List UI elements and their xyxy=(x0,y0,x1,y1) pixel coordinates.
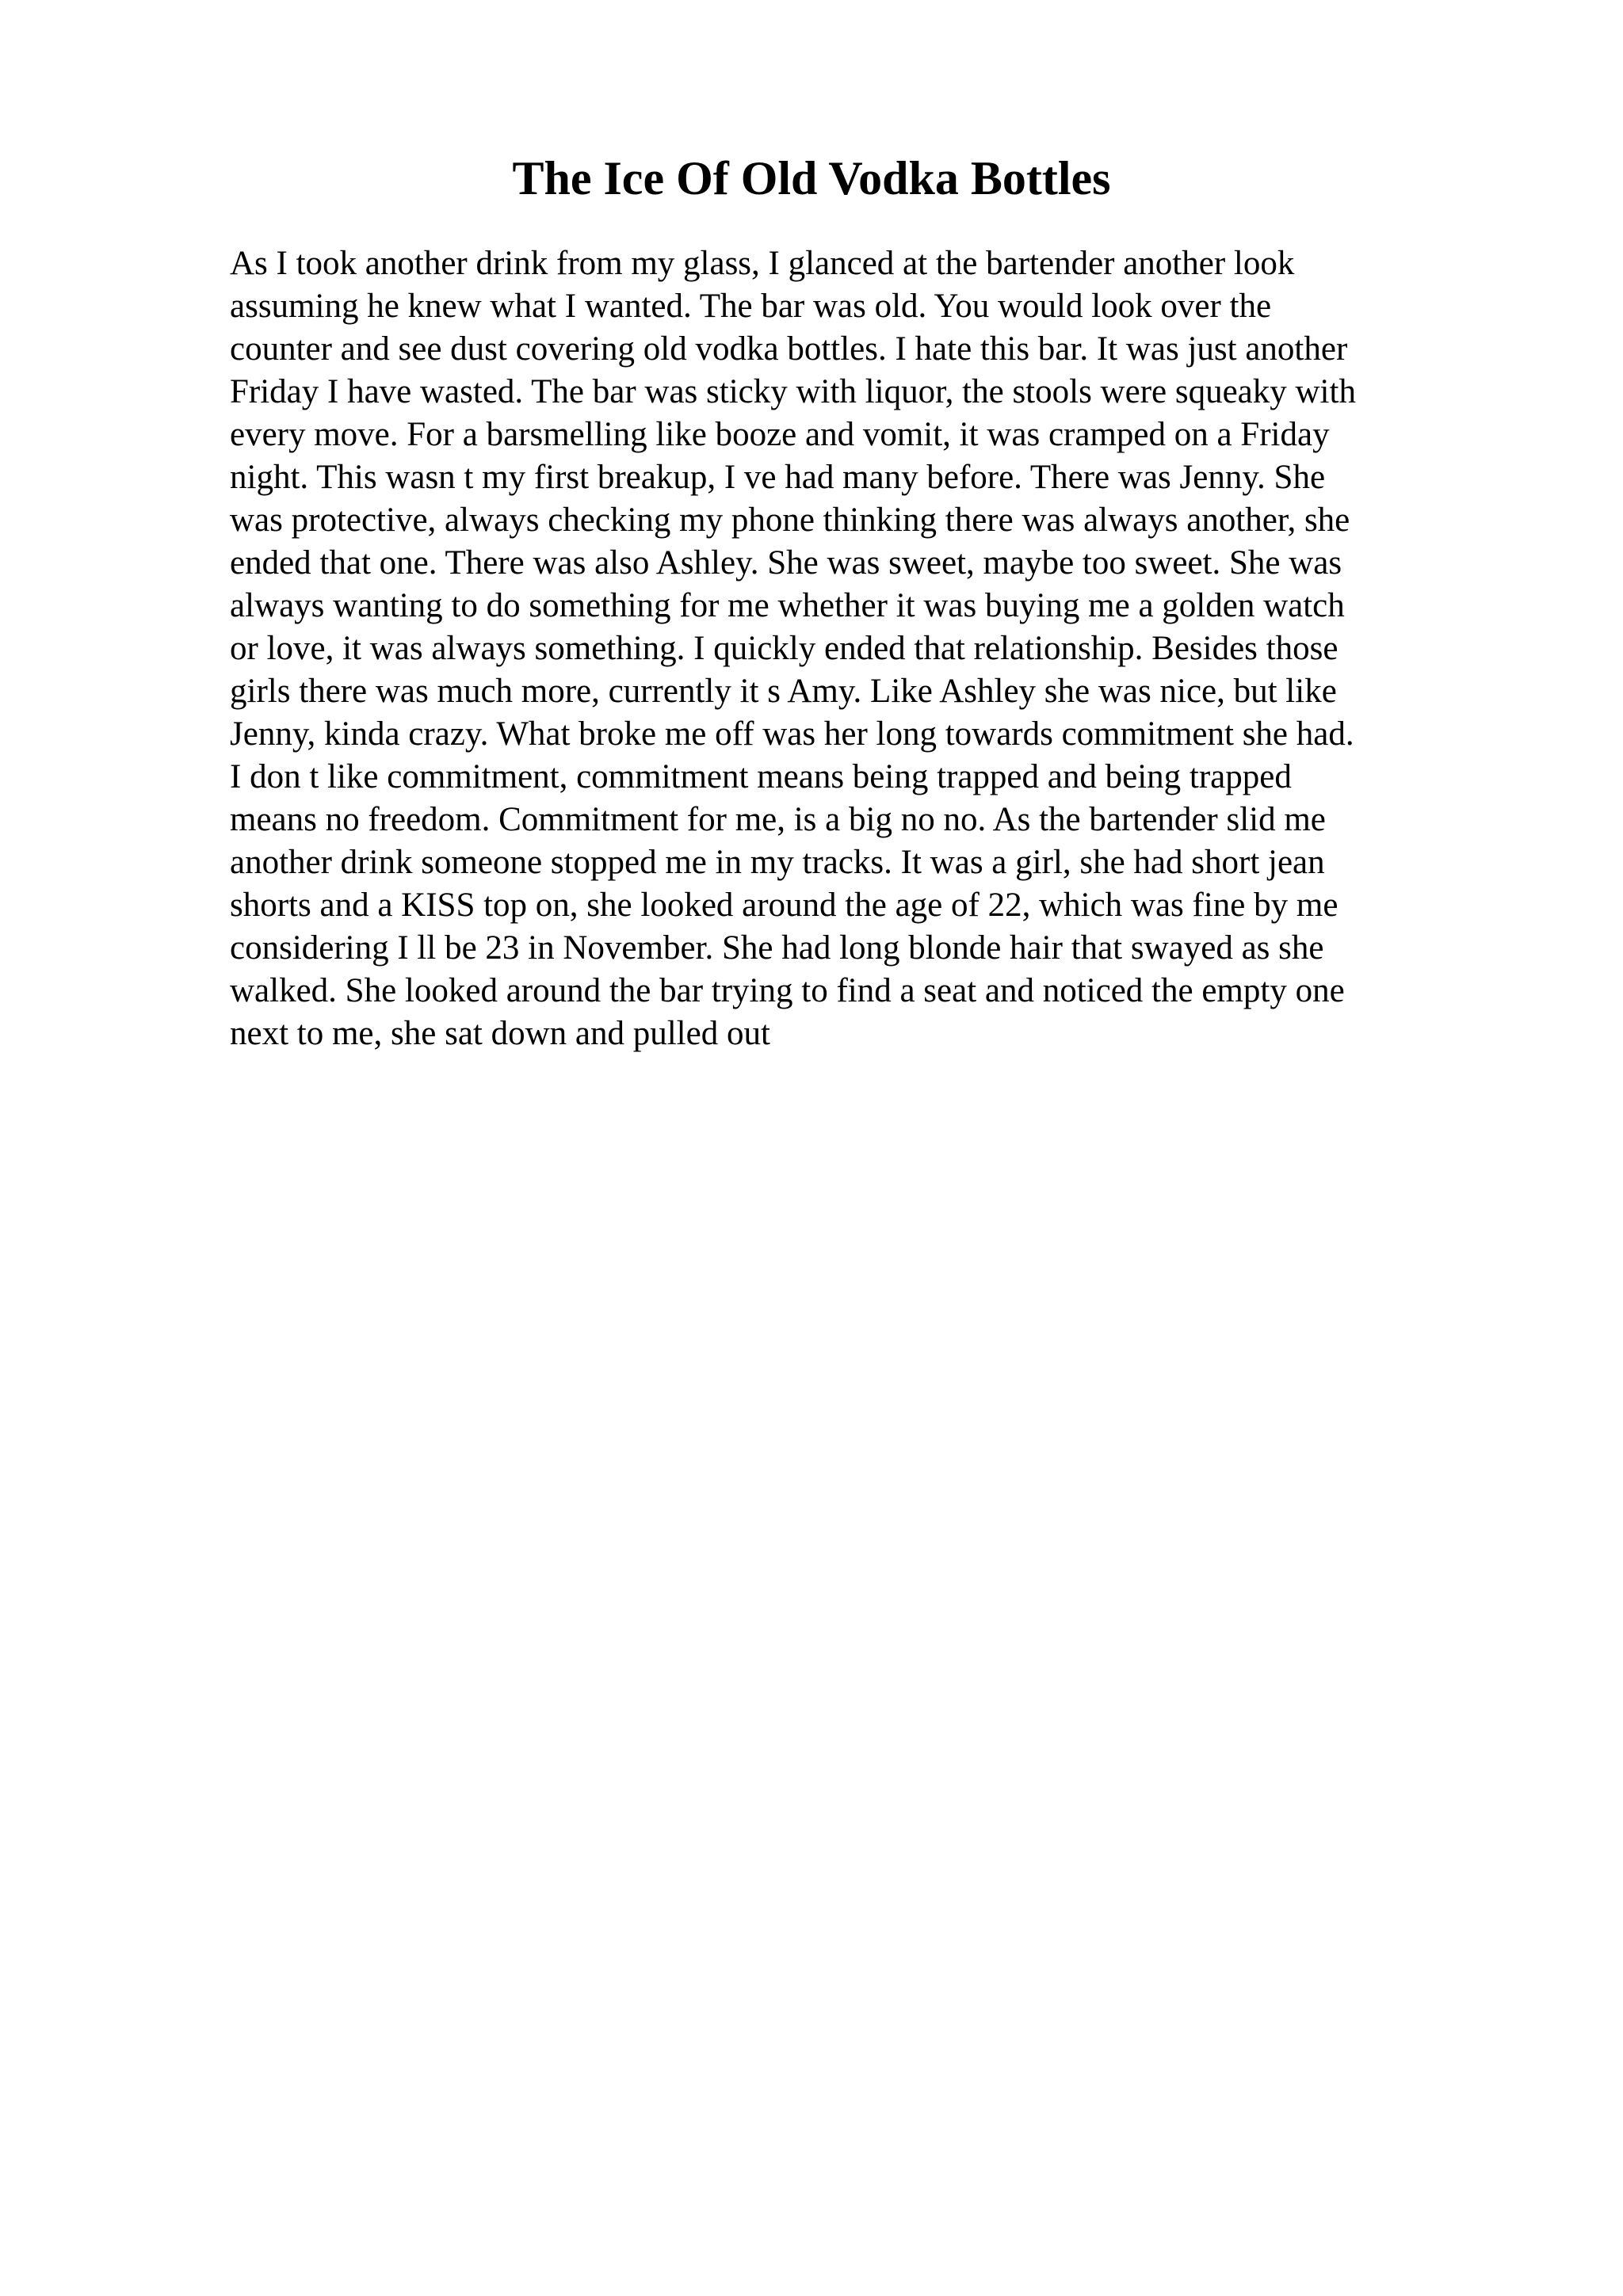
paragraph-line: every move. For a barsmelling like booze and vomit, it was cramped on a Friday xyxy=(230,416,1330,453)
paragraph-line: walked. She looked around the bar trying to find a seat and noticed the empty one xyxy=(230,972,1345,1009)
paragraph-line: girls there was much more, currently it s Amy. Like Ashley she was nice, but like xyxy=(230,673,1337,710)
paragraph-line: was protective, always checking my phone thinking there was always another, she xyxy=(230,502,1350,539)
paragraph-line: means no freedom. Commitment for me, is a big no no. As the bartender slid me xyxy=(230,801,1326,838)
paragraph-line: or love, it was always something. I quickly ended that relationship. Besides those xyxy=(230,630,1338,667)
paragraph-line: considering I ll be 23 in November. She had long blonde hair that swayed as she xyxy=(230,929,1324,967)
paragraph-line: Jenny, kinda crazy. What broke me off was her long towards commitment she had. xyxy=(230,715,1354,753)
paragraph-line: I don t like commitment, commitment means being trapped and being trapped xyxy=(230,758,1292,795)
story-paragraph xyxy=(230,242,1466,1055)
paragraph-line: As I took another drink from my glass, I glanced at the bartender another look xyxy=(230,245,1295,282)
paragraph-line: shorts and a KISS top on, she looked around the age of 22, which was fine by me xyxy=(230,887,1338,924)
paragraph-line: always wanting to do something for me whether it was buying me a golden watch xyxy=(230,587,1345,624)
paragraph-line: ended that one. There was also Ashley. She was sweet, maybe too sweet. She was xyxy=(230,544,1342,582)
paragraph-line: next to me, she sat down and pulled out xyxy=(230,1015,770,1052)
document-title: The Ice Of Old Vodka Bottles xyxy=(512,152,1111,204)
paragraph-line: Friday I have wasted. The bar was sticky with liquor, the stools were squeaky with xyxy=(230,373,1356,410)
paragraph-line: night. This wasn t my first breakup, I ve had many before. There was Jenny. She xyxy=(230,459,1326,496)
paragraph-line: counter and see dust covering old vodka bottles. I hate this bar. It was just another xyxy=(230,330,1348,368)
paragraph-line: another drink someone stopped me in my tracks. It was a girl, she had short jean xyxy=(230,844,1325,881)
paragraph-line: assuming he knew what I wanted. The bar was old. You would look over the xyxy=(230,288,1272,325)
